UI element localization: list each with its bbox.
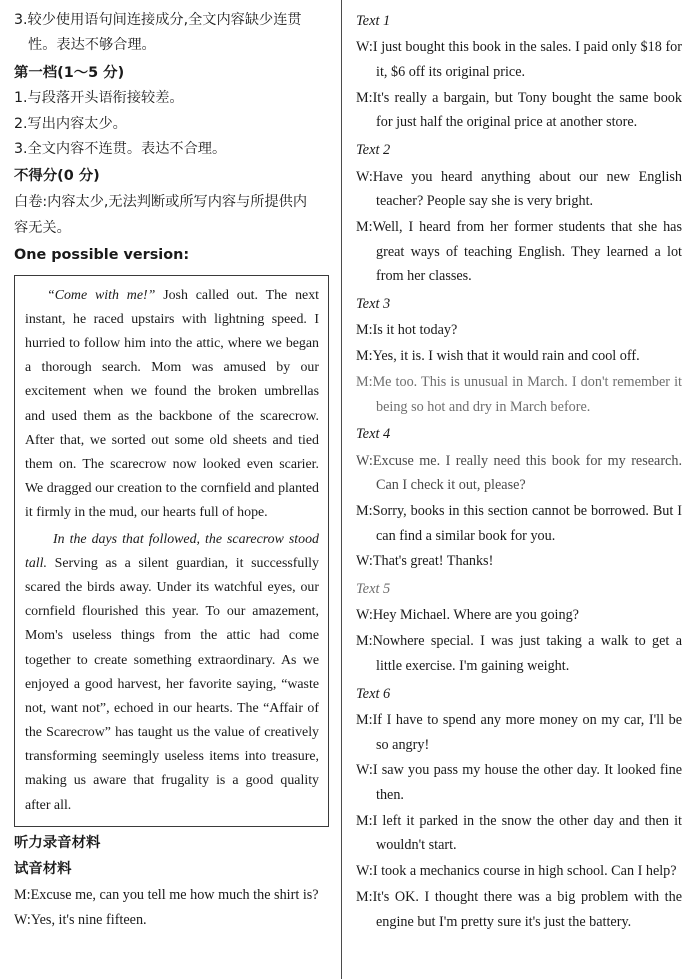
trial-line-1-text: Excuse me, can you tell me how much the shirt is?: [30, 886, 319, 903]
text-1-line-2-speaker: M:: [356, 89, 373, 106]
band-one-heading: 第一档(1～5 分): [14, 64, 125, 81]
text-3-line-1: [356, 318, 682, 343]
text-6-line-5-text: It's OK. I thought there was a big problem with the engine but I'm pretty sure it's just the battery.: [372, 888, 682, 930]
text-3-line-2-speaker: M:: [356, 348, 373, 365]
essay-paragraph-2-body: Serving as a silent guardian, it successfully scared the birds away. Under its watchful eyes, our cornfield flourished this year. To our amazement, Mom's useless things from the attic had come together to create something extraordinary. As we enjoyed a good harvest, her favorite saying, “waste not, want not”, echoed in our hearts. The “Affair of the Scarecrow” has taught us the value of creatively transforming seemingly useless items into treasure, making us aware that frugality is a good quality after all.: [25, 555, 319, 813]
text-3-line-1-text: Is it hot today?: [372, 322, 458, 339]
band-one-item-2: 2.写出内容太少。: [14, 115, 127, 132]
text-6-line-3: [356, 809, 682, 858]
text-6-line-2-speaker: W:: [356, 762, 373, 779]
column-divider: [341, 0, 342, 979]
text-3-line-2: [356, 344, 682, 369]
text-1-label: Text 1: [356, 13, 391, 29]
text-3-line-3-speaker: M:: [356, 373, 373, 390]
text-4-line-3-speaker: W:: [356, 553, 373, 570]
band-one-item-3: 3.全文内容不连贯。表达不合理。: [14, 141, 227, 158]
text-2-line-1-text: Have you heard anything about our new English teacher? People say she is very bright.: [372, 168, 682, 210]
essay-paragraph-2-lead: In the days that followed, the scarecrow stood tall.: [25, 531, 319, 571]
text-5-line-1: [356, 603, 682, 628]
trial-line-2-text: Yes, it's nine fifteen.: [30, 912, 147, 929]
sample-essay-box: [14, 275, 329, 827]
criteria-line-2: 性。表达不够合理。: [28, 37, 156, 54]
text-6-line-4-speaker: W:: [356, 863, 373, 880]
text-4-line-3: [356, 549, 682, 574]
text-2-line-2-text: Well, I heard from her former students that she has great ways of teaching English. They learned a lot from her classes.: [372, 218, 682, 285]
text-6-line-2-text: I saw you pass my house the other day. It looked fine then.: [372, 762, 682, 804]
possible-version-heading: One possible version:: [14, 246, 190, 263]
criteria-line-1: 3.较少使用语句间连接成分,全文内容缺少连贯: [14, 12, 302, 28]
text-1-line-2-text: It's really a bargain, but Tony bought the same book for just half the original price at another store.: [372, 89, 682, 131]
text-3-line-1-speaker: M:: [356, 322, 373, 339]
text-5-label: Text 5: [356, 581, 391, 598]
zero-score-line-1: 白卷:内容太少,无法判断或所写内容与所提供内: [14, 194, 308, 211]
zero-score-line-2: 容无关。: [14, 219, 71, 236]
text-4-line-2-speaker: M:: [356, 502, 373, 519]
text-4-line-2: [356, 499, 682, 548]
text-5-line-2: [356, 629, 682, 678]
left-column: [0, 0, 341, 979]
text-1-line-1: [356, 35, 682, 84]
right-column: [342, 0, 692, 979]
trial-line-2-speaker: W:: [14, 912, 31, 929]
trial-line-1-speaker: M:: [14, 886, 31, 903]
text-1-line-1-speaker: W:: [356, 39, 373, 56]
text-4-line-3-text: That's great! Thanks!: [372, 553, 494, 570]
text-3-line-3: [356, 370, 682, 419]
text-6-line-4: [356, 859, 682, 884]
text-2-line-1: [356, 165, 682, 214]
text-6-line-5-speaker: M:: [356, 888, 373, 905]
text-1-line-1-text: I just bought this book in the sales. I paid only $18 for it, $6 off its original price.: [372, 39, 682, 81]
text-5-line-2-speaker: M:: [356, 633, 373, 650]
text-4-label: Text 4: [356, 426, 391, 443]
text-5-line-2-text: Nowhere special. I was just taking a walk to get a little exercise. I'm gaining weight.: [372, 633, 682, 674]
listening-materials-heading: 听力录音材料: [14, 834, 101, 851]
essay-paragraph-1-body: Josh called out. The next instant, he raced upstairs with lightning speed. I hurried to follow him into the attic, where we began a thorough search. Mom was amused by our excitement when we found the broken umbrellas and used them as the backbone of the scarecrow. After that, we sorted out some old sheets and tied them on. The scarecrow now looked even scarier. We dragged our creation to the cornfield and planted it firmly in the mud, our hearts full of hope.: [25, 287, 319, 521]
text-4-line-1: [356, 449, 682, 498]
essay-opening-quote: “Come with me!”: [47, 287, 156, 303]
text-6-line-3-speaker: M:: [356, 812, 373, 829]
trial-materials-heading: 试音材料: [14, 860, 72, 877]
text-4-line-1-text: Excuse me. I really need this book for my research. Can I check it out, please?: [372, 452, 682, 494]
essay-paragraph-1: [25, 284, 319, 526]
trial-line-1: [14, 883, 329, 908]
text-6-line-4-text: I took a mechanics course in high school. Can I help?: [372, 863, 677, 880]
text-5-line-1-speaker: W:: [356, 607, 373, 624]
text-6-label: Text 6: [356, 685, 391, 702]
zero-score-heading: 不得分(0 分): [14, 168, 100, 185]
text-5-line-1-text: Hey Michael. Where are you going?: [372, 607, 579, 624]
text-3-line-2-text: Yes, it is. I wish that it would rain and cool off.: [372, 348, 640, 365]
text-6-line-3-text: I left it parked in the snow the other day and then it wouldn't start.: [372, 812, 682, 854]
text-2-line-2: [356, 215, 682, 289]
trial-line-2: [14, 908, 329, 933]
text-6-line-2: [356, 758, 682, 807]
text-2-line-2-speaker: M:: [356, 218, 373, 235]
text-6-line-5: [356, 885, 682, 934]
text-4-line-2-text: Sorry, books in this section cannot be borrowed. But I can find a similar book for you.: [372, 502, 682, 544]
text-3-label: Text 3: [356, 296, 391, 313]
essay-paragraph-2: [25, 528, 319, 818]
text-3-line-3-text: Me too. This is unusual in March. I don't remember it being so hot and dry in March before.: [372, 373, 682, 415]
text-2-label: Text 2: [356, 142, 391, 159]
text-1-line-2: [356, 86, 682, 135]
text-6-line-1: [356, 708, 682, 757]
text-6-line-1-speaker: M:: [356, 711, 373, 728]
band-one-item-1: 1.与段落开头语衔接较差。: [14, 90, 184, 107]
text-6-line-1-text: If I have to spend any more money on my car, I'll be so angry!: [372, 711, 682, 753]
text-2-line-1-speaker: W:: [356, 168, 373, 185]
text-4-line-1-speaker: W:: [356, 452, 373, 469]
